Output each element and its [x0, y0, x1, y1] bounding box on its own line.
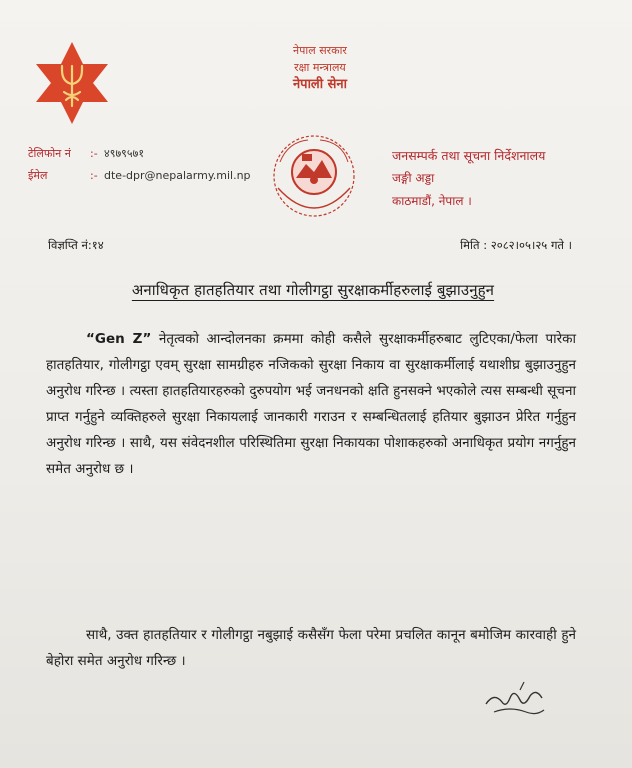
body-paragraph-1-text: नेतृत्वको आन्दोलनका क्रममा कोही कसैले सुरक्षाकर्मीहरुबाट लुटिएका/फेला पारेका हातहतियार, गोलीगट्ठा एवम् सुरक्षा सामग्रीहरु नजिकको सुरक्षा निकाय वा सुरक्षाकर्मीलाई यथाशीघ्र बुझाउनुहुन अनुरोध गरिन्छ । त्यस्ता हातहतियारहरुको दुरुपयोग भई जनधनको क्षति हुनसक्ने भएकोले त्यस सम्बन्धी सूचना प्राप्त गर्नुहुने व्यक्तिहरुले सुरक्षा निकायलाई जानकारी गराउन र सम्बन्धितलाई हतियार बुझाउन प्रेरित गर्नुहुन अनुरोध गरिन्छ । साथै, यस संवेदनशील परिस्थितिमा सुरक्षा निकायका पोशाकहरुको अनाधिकृत प्रयोग नगर्नुहुन समेत अनुरोध छ । [46, 331, 576, 477]
phone-value: ४९७९५७१ [104, 147, 145, 160]
body-paragraph-2: साथै, उक्त हातहतियार र गोलीगट्ठा नबुझाई कसैसँग फेला परेमा प्रचलित कानून बमोजिम कारवाही हुने बेहोरा समेत अनुरोध गरिन्छ । [46, 627, 576, 669]
gen-z-highlight: “Gen Z” [86, 331, 152, 347]
email-label: ईमेल [28, 169, 48, 182]
subject-heading: अनाधिकृत हातहतियार तथा गोलीगट्ठा सुरक्षाकर्मीहरुलाई बुझाउनुहुन [131, 281, 495, 299]
letterhead-army: नेपाली सेना [292, 77, 348, 92]
email-value: dte-dpr@nepalarmy.mil.np [104, 169, 251, 182]
notice-number: विज्ञप्ति नं:१४ [48, 238, 104, 252]
phone-sep: :- [90, 147, 98, 160]
department-block [392, 144, 545, 213]
department-name: जनसम्पर्क तथा सूचना निर्देशनालय [392, 148, 546, 163]
letterhead-gov: नेपाल सरकार [293, 44, 347, 57]
nepal-army-star-emblem-icon [30, 40, 114, 126]
department-seal-icon [268, 132, 360, 224]
contact-phone [28, 146, 144, 161]
contact-email [28, 168, 251, 183]
signature-icon [480, 678, 550, 722]
department-office: जङ्गी अड्डा [392, 171, 435, 185]
phone-label: टेलिफोन नं [28, 147, 71, 160]
notice-date: मिति : २०८२।०५।२५ गते । [460, 238, 572, 252]
body-paragraph-1 [46, 326, 576, 482]
email-sep: :- [90, 169, 98, 182]
department-location: काठमाडौं, नेपाल । [392, 194, 472, 208]
letterhead-ministry: रक्षा मन्त्रालय [294, 61, 346, 74]
letterhead [250, 42, 390, 93]
